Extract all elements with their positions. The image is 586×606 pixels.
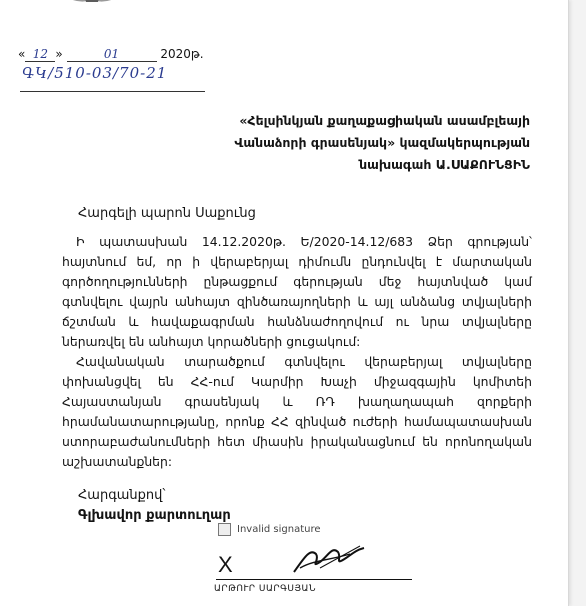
addressee-line: Վանաձորի գրասենյակ» կազմակերպության	[234, 135, 530, 150]
signatory-title: Գլխավոր քարտուղար	[78, 508, 231, 523]
signatory-name: ԱՐԹՈՒՐ ՍԱՐԳՍՅԱՆ	[214, 584, 317, 594]
date-day: 12	[25, 47, 55, 62]
salutation: Հարգելի պարոն Սաքունց	[78, 206, 256, 221]
date-month: 01	[67, 47, 157, 62]
letter-date: « 12 » 01 2020թ.	[18, 47, 204, 61]
addressee-line: նախագահ Ա.ՍԱՔՈՒՆՑԻՆ	[359, 157, 530, 172]
letter-body	[62, 232, 532, 472]
signature-line	[216, 579, 412, 580]
reference-number: ԳԿ/510-03/70-21	[22, 64, 168, 82]
invalid-signature-icon	[218, 523, 231, 536]
body-paragraph: Ի պատասխան 14.12.2020թ. Ե/2020-14.12/683 Ձեր գրության՝ հայտնում եմ, որ ի վերաբերյալ դիմումն ընդունվել է մարտական գործողությունների ընթացքում գերության մեջ հայտնված կամ գտնվելու վայրն անհայտ զինծառայողների և այլ անձանց տվյալների ճշտման և հավաքագրման հանձնաժողովում ու նրա տվյալները ներառվել են անհայտ կորածների ցուցակում:	[62, 234, 532, 349]
signature-status[interactable]	[218, 523, 321, 536]
coat-of-arms-icon	[64, 0, 120, 10]
signature-status-label: Invalid signature	[237, 524, 321, 535]
handwritten-signature	[290, 538, 370, 578]
addressee-block	[234, 110, 530, 176]
addressee-line: «Հելսինկյան քաղաքացիական ասամբլեայի	[239, 113, 530, 128]
closing-block	[78, 486, 231, 526]
closing-regards: Հարգանքով՝	[78, 488, 166, 503]
reference-underline	[20, 91, 205, 92]
signature-mark: X	[218, 552, 233, 577]
body-paragraph: Հավանական տարածքում գտնվելու վերաբերյալ տվյալները փոխանցվել են ՀՀ-ում Կարմիր Խաչի միջազգային կոմիտեի Հայաստանյան գրասենյակ և ՌԴ խաղաղապահ զորքերի հրամանատարությանը, որոնք ՀՀ զինված ուժերի համապատասխան ստորաբաժանումների հետ միասին իրականացնում են որոնողական աշխատանքներ:	[62, 354, 532, 469]
date-year: 2020թ.	[160, 47, 204, 61]
